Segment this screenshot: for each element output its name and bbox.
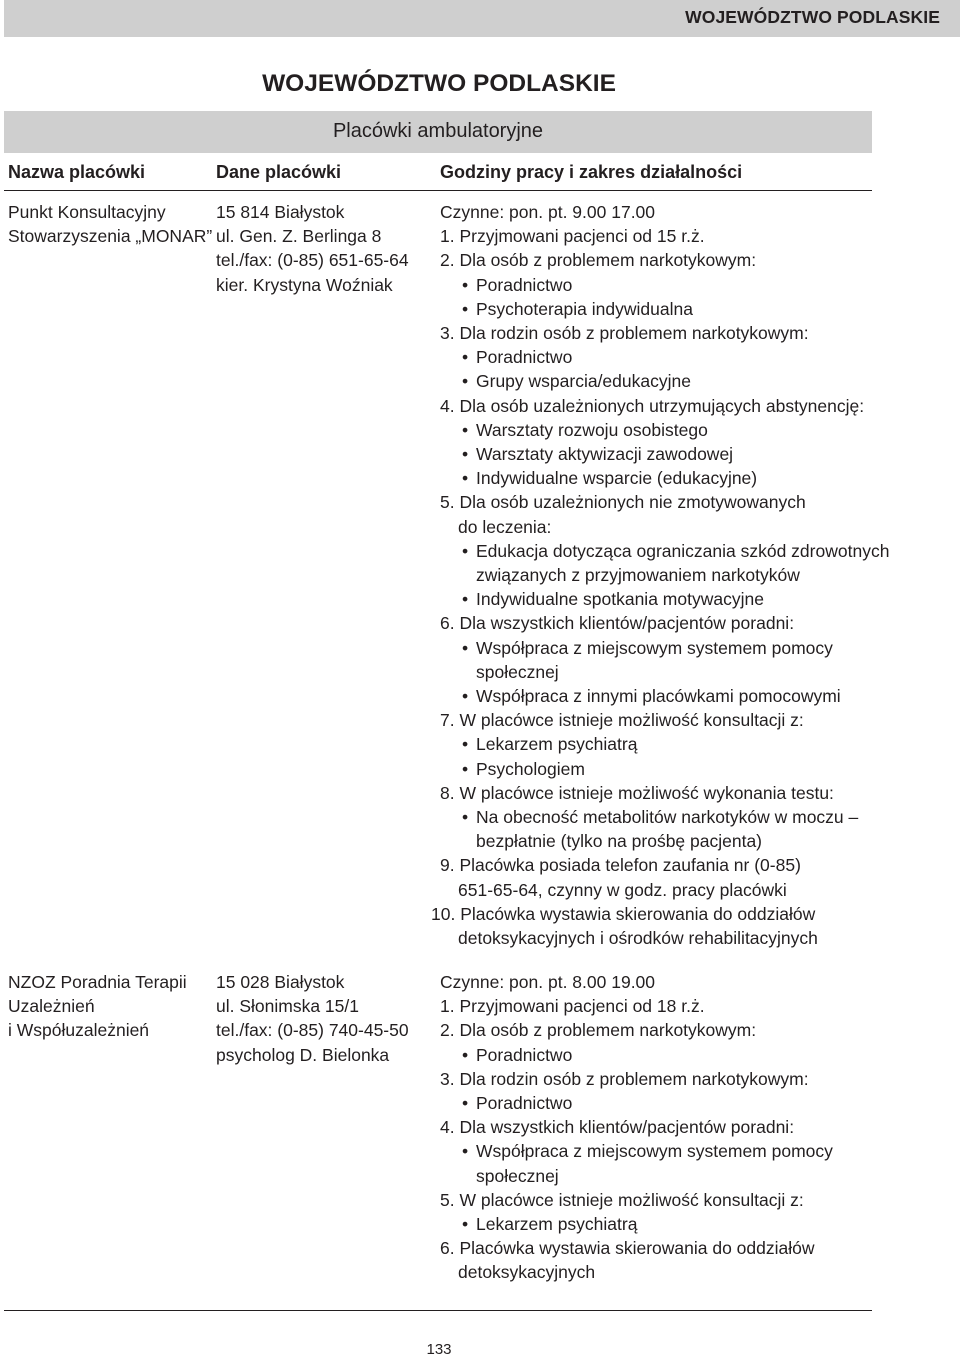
facility-hours-2	[440, 970, 833, 1285]
service-bullet-continuation: społecznej	[476, 1165, 559, 1186]
service-item: 5. W placówce istnieje możliwość konsultacji z:	[440, 1189, 804, 1210]
service-item: 2. Dla osób z problemem narkotykowym:	[440, 1020, 757, 1041]
service-bullet: • Współpraca z miejscowym systemem pomocy	[440, 636, 889, 660]
facility-phone-line: tel./fax: (0-85) 651-65-64	[216, 250, 409, 271]
service-item: 4. Dla osób uzależnionych utrzymujących abstynencję:	[440, 395, 865, 416]
service-item: 6. Placówka wystawia skierowania do oddziałów	[440, 1238, 815, 1259]
service-bullet: • Na obecność metabolitów narkotyków w moczu –	[440, 805, 889, 829]
service-bullet-continuation: społecznej	[476, 661, 559, 682]
service-item: 6. Dla wszystkich klientów/pacjentów poradni:	[440, 613, 795, 634]
facility-name-line: NZOZ Poradnia Terapii	[8, 972, 187, 992]
service-bullet: • Współpraca z innymi placówkami pomocowymi	[440, 684, 889, 708]
service-bullet-continuation: związanych z przyjmowaniem narkotyków	[476, 565, 800, 586]
service-bullet: • Psychologiem	[440, 757, 889, 781]
facility-details-1	[216, 200, 409, 297]
facility-phone-line: tel./fax: (0-85) 740-45-50	[216, 1020, 409, 1041]
facility-name-line: Punkt Konsultacyjny	[8, 202, 166, 222]
table-bottom-rule	[4, 1310, 872, 1311]
facility-address-line: ul. Słonimska 15/1	[216, 996, 359, 1017]
service-bullet: • Lekarzem psychiatrą	[440, 732, 889, 756]
running-header	[4, 0, 960, 37]
service-item: 8. W placówce istnieje możliwość wykonania testu:	[440, 782, 834, 803]
facility-name-line: i Współuzależnień	[8, 1020, 150, 1041]
service-item: 1. Przyjmowani pacjenci od 18 r.ż.	[440, 996, 705, 1017]
service-item: 9. Placówka posiada telefon zaufania nr (0-85)	[440, 855, 801, 876]
service-bullet: • Poradnictwo	[440, 273, 889, 297]
section-title: Placówki ambulatoryjne	[332, 120, 544, 142]
facility-name-2	[8, 970, 187, 1043]
service-bullet: • Lekarzem psychiatrą	[440, 1212, 833, 1236]
facility-name-line: Uzależnień	[8, 996, 95, 1017]
service-bullet: • Współpraca z miejscowym systemem pomocy	[440, 1139, 833, 1163]
facility-address-line: 15 814 Białystok	[216, 202, 345, 222]
facility-address-line: 15 028 Białystok	[216, 972, 345, 992]
service-bullet: • Psychoterapia indywidualna	[440, 297, 889, 321]
service-bullet: • Edukacja dotycząca ograniczania szkód zdrowotnych	[440, 539, 889, 563]
opening-hours: Czynne: pon. pt. 9.00 17.00	[440, 202, 656, 222]
service-item: 10. Placówka wystawia skierowania do oddziałów	[431, 903, 816, 924]
service-item: 2. Dla osób z problemem narkotykowym:	[440, 250, 757, 271]
column-header-hours: Godziny pracy i zakres działalności	[440, 162, 743, 182]
opening-hours: Czynne: pon. pt. 8.00 19.00	[440, 972, 656, 992]
service-bullet-continuation: bezpłatnie (tylko na prośbę pacjenta)	[476, 831, 763, 852]
service-bullet: • Indywidualne wsparcie (edukacyjne)	[440, 466, 889, 490]
service-item: 5. Dla osób uzależnionych nie zmotywowanych	[440, 492, 806, 513]
running-header-title: WOJEWÓDZTWO PODLASKIE	[685, 7, 940, 27]
service-item: 3. Dla rodzin osób z problemem narkotykowym:	[440, 1068, 809, 1089]
facility-details-2	[216, 970, 409, 1067]
service-item: 4. Dla wszystkich klientów/pacjentów poradni:	[440, 1117, 795, 1138]
page-number: 133	[426, 1341, 452, 1358]
section-header	[4, 111, 872, 153]
service-bullet: • Poradnictwo	[440, 1043, 833, 1067]
facility-name-line: Stowarzyszenia „MONAR”	[8, 226, 213, 247]
service-item: 7. W placówce istnieje możliwość konsultacji z:	[440, 710, 804, 731]
service-bullet: • Grupy wsparcia/edukacyjne	[440, 369, 889, 393]
service-bullet: • Warsztaty rozwoju osobistego	[440, 418, 889, 442]
column-header-name: Nazwa placówki	[8, 162, 146, 182]
service-item-continuation: detoksykacyjnych	[458, 1262, 596, 1283]
column-header-details: Dane placówki	[216, 162, 342, 182]
service-item-continuation: detoksykacyjnych i ośrodków rehabilitacyjnych	[458, 928, 818, 949]
facility-name-1	[8, 200, 212, 248]
service-bullet: • Warsztaty aktywizacji zawodowej	[440, 442, 889, 466]
service-item: 3. Dla rodzin osób z problemem narkotykowym:	[440, 323, 809, 344]
facility-address-line: ul. Gen. Z. Berlinga 8	[216, 226, 382, 247]
facility-manager-line: psycholog D. Bielonka	[216, 1044, 390, 1065]
page-title: WOJEWÓDZTWO PODLASKIE	[262, 70, 616, 97]
service-bullet: • Poradnictwo	[440, 345, 889, 369]
service-bullet: • Poradnictwo	[440, 1091, 833, 1115]
header-divider	[4, 190, 872, 191]
service-item-continuation: 651-65-64, czynny w godz. pracy placówki	[458, 879, 787, 900]
service-item: 1. Przyjmowani pacjenci od 15 r.ż.	[440, 226, 705, 247]
facility-hours-1	[431, 200, 890, 950]
facility-manager-line: kier. Krystyna Woźniak	[216, 274, 393, 295]
service-item-continuation: do leczenia:	[458, 516, 552, 537]
service-bullet: • Indywidualne spotkania motywacyjne	[440, 587, 889, 611]
